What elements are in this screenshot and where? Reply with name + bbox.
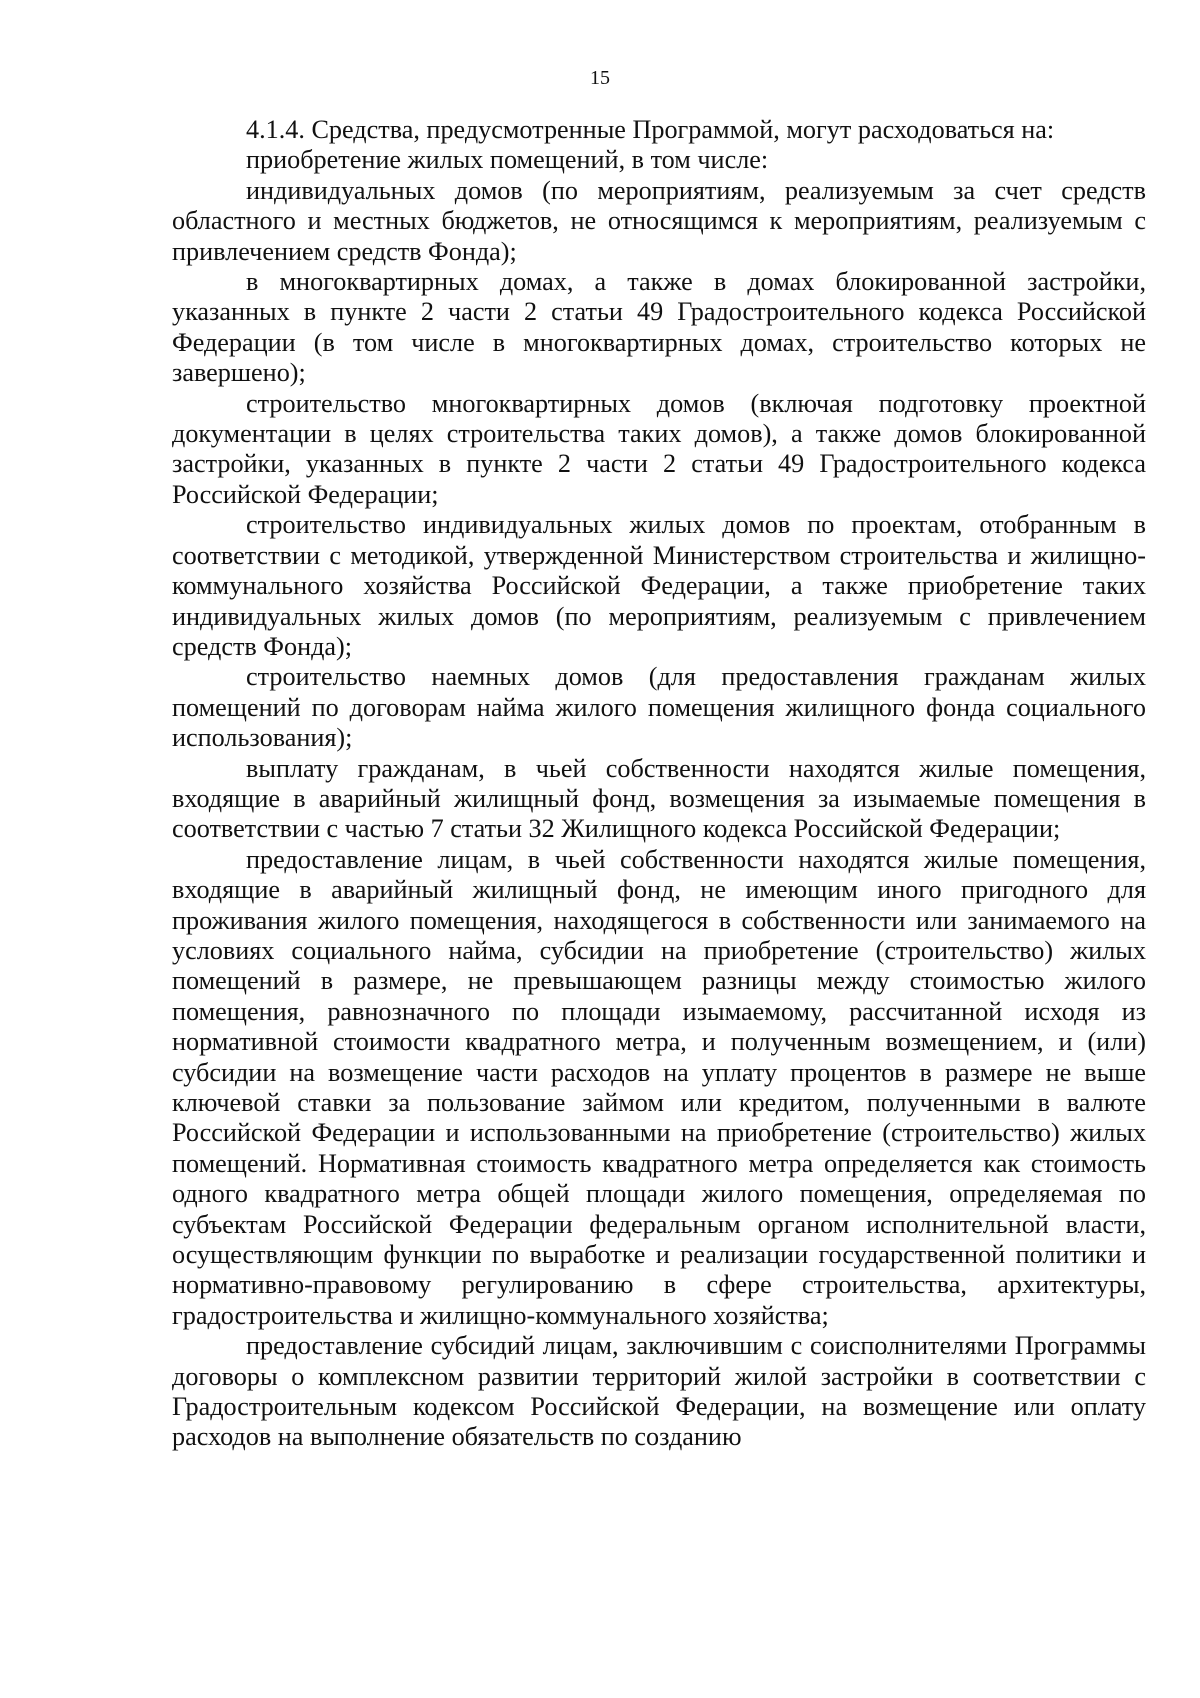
paragraph-rental-houses: строительство наемных домов (для предоставления гражданам жилых помещений по договорам найма жилого помещения жилищного фонда социального использования); — [172, 662, 1146, 753]
paragraph-compensation-payment: выплату гражданам, в чьей собственности находятся жилые помещения, входящие в аварийный жилищный фонд, возмещения за изымаемые помещения в соответствии с частью 7 статьи 32 Жилищного кодекса Российской Федерации; — [172, 753, 1146, 844]
paragraph-construction-individual-houses: строительство индивидуальных жилых домов по проектам, отобранным в соответствии с методикой, утвержденной Министерством строительства и жилищно-коммунального хозяйства Российской Федерации, а также приобретение таких индивидуальных жилых домов (по мероприятиям, реализуемым с привлечением средств Фонда); — [172, 510, 1146, 661]
paragraph-individual-houses: индивидуальных домов (по мероприятиям, реализуемым за счет средств областного и местных бюджетов, не относящимся к мероприятиям, реализуемым с привлечением средств Фонда); — [172, 175, 1146, 266]
paragraph-subsidy-provision: предоставление лицам, в чьей собственности находятся жилые помещения, входящие в аварийный жилищный фонд, не имеющим иного пригодного для проживания жилого помещения, находящегося в собственности или занимаемого на условиях социального найма, субсидии на приобретение (строительство) жилых помещений в размере, не превышающем разницы между стоимостью жилого помещения, равнозначного по площади изымаемому, рассчитанной исходя из нормативной стоимости квадратного метра, и полученным возмещением, и (или) субсидии на возмещение части расходов на уплату процентов в размере не выше ключевой ставки за пользование займом или кредитом, полученными в валюте Российской Федерации и использованными на приобретение (строительство) жилых помещений. Нормативная стоимость квадратного метра определяется как стоимость одного квадратного метра общей площади жилого помещения, определяемая по субъектам Российской Федерации федеральным органом исполнительной власти, осуществляющим функции по выработке и реализации государственной политики и нормативно-правовому регулированию в сфере строительства, архитектуры, градостроительства и жилищно-коммунального хозяйства; — [172, 844, 1146, 1330]
paragraph-4-1-4-heading: 4.1.4. Средства, предусмотренные Программой, могут расходоваться на: — [246, 115, 1055, 144]
paragraph-construction-apartment-buildings: строительство многоквартирных домов (включая подготовку проектной документации в целях строительства таких домов), а также домов блокированной застройки, указанных в пункте 2 части 2 статьи 49 Градостроительного кодекса Российской Федерации; — [172, 388, 1146, 509]
page-number: 15 — [590, 67, 610, 89]
paragraph-subsidy-contracts: предоставление субсидий лицам, заключившим с соисполнителями Программы договоры о комплексном развитии территорий жилой застройки в соответствии с Градостроительным кодексом Российской Федерации, на возмещение или оплату расходов на выполнение обязательств по созданию — [172, 1331, 1146, 1452]
paragraph-acquisition: приобретение жилых помещений, в том числе: — [246, 145, 769, 175]
paragraph-apartment-buildings: в многоквартирных домах, а также в домах блокированной застройки, указанных в пункте 2 части 2 статьи 49 Градостроительного кодекса Российской Федерации (в том числе в многоквартирных домах, строительство которых не завершено); — [172, 267, 1146, 388]
document-body — [172, 115, 1146, 1453]
